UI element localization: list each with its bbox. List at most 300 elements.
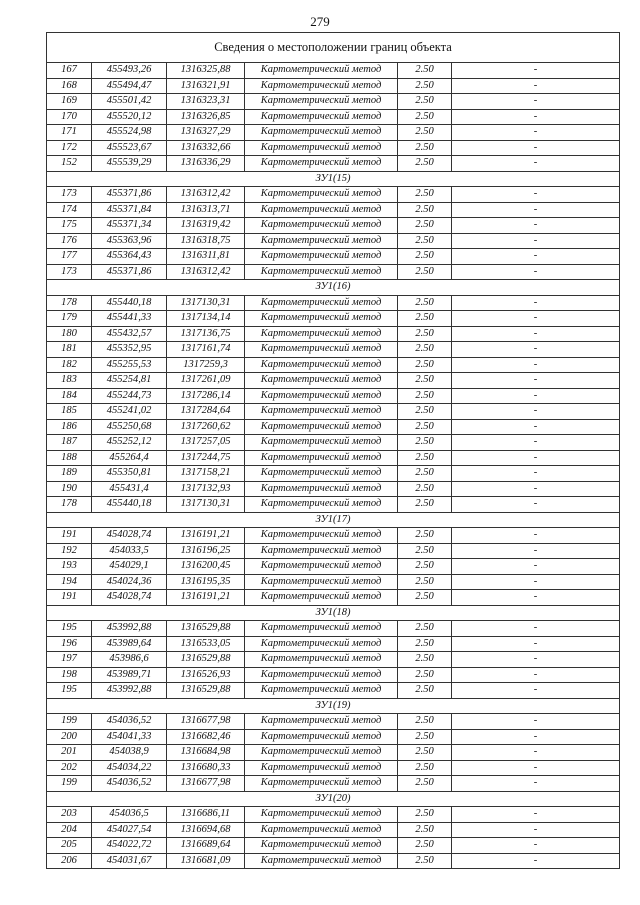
y-coordinate-cell: 1317134,14 — [167, 311, 245, 327]
description-cell: - — [452, 559, 620, 575]
y-coordinate-cell: 1316689,64 — [167, 838, 245, 854]
y-coordinate-cell: 1316336,29 — [167, 156, 245, 172]
x-coordinate-cell: 455493,26 — [92, 63, 167, 79]
precision-cell: 2.50 — [398, 481, 452, 497]
point-number-cell: 198 — [47, 667, 92, 683]
x-coordinate-cell: 455363,96 — [92, 233, 167, 249]
precision-cell: 2.50 — [398, 435, 452, 451]
x-coordinate-cell: 455352,95 — [92, 342, 167, 358]
y-coordinate-cell: 1316694,68 — [167, 822, 245, 838]
x-coordinate-cell: 455241,02 — [92, 404, 167, 420]
method-cell: Картометрический метод — [245, 667, 398, 683]
table-row — [47, 636, 620, 652]
table-row — [47, 481, 620, 497]
precision-cell: 2.50 — [398, 295, 452, 311]
section-row — [47, 512, 620, 528]
table-row — [47, 853, 620, 869]
precision-cell: 2.50 — [398, 78, 452, 94]
description-cell: - — [452, 233, 620, 249]
table-row — [47, 760, 620, 776]
description-cell: - — [452, 249, 620, 265]
precision-cell: 2.50 — [398, 543, 452, 559]
point-number-cell: 194 — [47, 574, 92, 590]
method-cell: Картометрический метод — [245, 497, 398, 513]
y-coordinate-cell: 1317259,3 — [167, 357, 245, 373]
x-coordinate-cell: 454036,52 — [92, 776, 167, 792]
precision-cell: 2.50 — [398, 683, 452, 699]
precision-cell: 2.50 — [398, 233, 452, 249]
precision-cell: 2.50 — [398, 590, 452, 606]
y-coordinate-cell: 1316325,88 — [167, 63, 245, 79]
x-coordinate-cell: 455440,18 — [92, 295, 167, 311]
point-number-cell: 152 — [47, 156, 92, 172]
y-coordinate-cell: 1316529,88 — [167, 683, 245, 699]
y-coordinate-cell: 1316680,33 — [167, 760, 245, 776]
x-coordinate-cell: 454028,74 — [92, 590, 167, 606]
y-coordinate-cell: 1316312,42 — [167, 264, 245, 280]
table-row — [47, 450, 620, 466]
table-row — [47, 109, 620, 125]
point-number-cell: 192 — [47, 543, 92, 559]
table-row — [47, 559, 620, 575]
precision-cell: 2.50 — [398, 714, 452, 730]
section-row — [47, 698, 620, 714]
y-coordinate-cell: 1317286,14 — [167, 388, 245, 404]
y-coordinate-cell: 1316195,35 — [167, 574, 245, 590]
description-cell: - — [452, 94, 620, 110]
point-number-cell: 168 — [47, 78, 92, 94]
method-cell: Картометрический метод — [245, 295, 398, 311]
x-coordinate-cell: 455520,12 — [92, 109, 167, 125]
boundary-coordinates-table — [46, 32, 620, 869]
x-coordinate-cell: 455264,4 — [92, 450, 167, 466]
table-row — [47, 714, 620, 730]
method-cell: Картометрический метод — [245, 218, 398, 234]
point-number-cell: 186 — [47, 419, 92, 435]
x-coordinate-cell: 455371,84 — [92, 202, 167, 218]
table-row — [47, 435, 620, 451]
y-coordinate-cell: 1316319,42 — [167, 218, 245, 234]
method-cell: Картометрический метод — [245, 466, 398, 482]
y-coordinate-cell: 1317284,64 — [167, 404, 245, 420]
point-number-cell: 169 — [47, 94, 92, 110]
point-number-cell: 196 — [47, 636, 92, 652]
point-number-cell: 172 — [47, 140, 92, 156]
x-coordinate-cell: 455364,43 — [92, 249, 167, 265]
point-number-cell: 176 — [47, 233, 92, 249]
description-cell: - — [452, 760, 620, 776]
point-number-cell: 197 — [47, 652, 92, 668]
description-cell: - — [452, 822, 620, 838]
point-number-cell: 178 — [47, 295, 92, 311]
method-cell: Картометрический метод — [245, 807, 398, 823]
x-coordinate-cell: 455250,68 — [92, 419, 167, 435]
point-number-cell: 174 — [47, 202, 92, 218]
x-coordinate-cell: 455440,18 — [92, 497, 167, 513]
table-row — [47, 466, 620, 482]
method-cell: Картометрический метод — [245, 109, 398, 125]
point-number-cell: 173 — [47, 264, 92, 280]
method-cell: Картометрический метод — [245, 404, 398, 420]
y-coordinate-cell: 1317244,75 — [167, 450, 245, 466]
method-cell: Картометрический метод — [245, 683, 398, 699]
description-cell: - — [452, 853, 620, 869]
method-cell: Картометрический метод — [245, 94, 398, 110]
description-cell: - — [452, 388, 620, 404]
table-row — [47, 373, 620, 389]
point-number-cell: 180 — [47, 326, 92, 342]
x-coordinate-cell: 455252,12 — [92, 435, 167, 451]
precision-cell: 2.50 — [398, 187, 452, 203]
method-cell: Картометрический метод — [245, 745, 398, 761]
precision-cell: 2.50 — [398, 853, 452, 869]
point-number-cell: 199 — [47, 776, 92, 792]
point-number-cell: 185 — [47, 404, 92, 420]
table-row — [47, 497, 620, 513]
x-coordinate-cell: 455501,42 — [92, 94, 167, 110]
description-cell: - — [452, 450, 620, 466]
precision-cell: 2.50 — [398, 574, 452, 590]
method-cell: Картометрический метод — [245, 388, 398, 404]
description-cell: - — [452, 574, 620, 590]
precision-cell: 2.50 — [398, 404, 452, 420]
y-coordinate-cell: 1317260,62 — [167, 419, 245, 435]
y-coordinate-cell: 1316332,66 — [167, 140, 245, 156]
description-cell: - — [452, 419, 620, 435]
method-cell: Картометрический метод — [245, 729, 398, 745]
table-row — [47, 202, 620, 218]
x-coordinate-cell: 453989,64 — [92, 636, 167, 652]
point-number-cell: 173 — [47, 187, 92, 203]
precision-cell: 2.50 — [398, 264, 452, 280]
precision-cell: 2.50 — [398, 760, 452, 776]
table-row — [47, 528, 620, 544]
description-cell: - — [452, 543, 620, 559]
point-number-cell: 203 — [47, 807, 92, 823]
precision-cell: 2.50 — [398, 822, 452, 838]
precision-cell: 2.50 — [398, 311, 452, 327]
description-cell: - — [452, 109, 620, 125]
description-cell: - — [452, 667, 620, 683]
table-title: Сведения о местоположении границ объекта — [47, 33, 620, 63]
description-cell: - — [452, 636, 620, 652]
point-number-cell: 181 — [47, 342, 92, 358]
precision-cell: 2.50 — [398, 326, 452, 342]
section-label: ЗУ1(16) — [47, 280, 620, 296]
x-coordinate-cell: 455371,86 — [92, 264, 167, 280]
description-cell: - — [452, 404, 620, 420]
y-coordinate-cell: 1316686,11 — [167, 807, 245, 823]
method-cell: Картометрический метод — [245, 714, 398, 730]
precision-cell: 2.50 — [398, 652, 452, 668]
table-row — [47, 807, 620, 823]
description-cell: - — [452, 807, 620, 823]
precision-cell: 2.50 — [398, 667, 452, 683]
table-row — [47, 311, 620, 327]
x-coordinate-cell: 454034,22 — [92, 760, 167, 776]
method-cell: Картометрический метод — [245, 621, 398, 637]
table-row — [47, 125, 620, 141]
y-coordinate-cell: 1316533,05 — [167, 636, 245, 652]
precision-cell: 2.50 — [398, 466, 452, 482]
method-cell: Картометрический метод — [245, 78, 398, 94]
x-coordinate-cell: 455539,29 — [92, 156, 167, 172]
description-cell: - — [452, 264, 620, 280]
method-cell: Картометрический метод — [245, 652, 398, 668]
method-cell: Картометрический метод — [245, 822, 398, 838]
point-number-cell: 199 — [47, 714, 92, 730]
x-coordinate-cell: 454036,52 — [92, 714, 167, 730]
description-cell: - — [452, 621, 620, 637]
y-coordinate-cell: 1317130,31 — [167, 295, 245, 311]
method-cell: Картометрический метод — [245, 636, 398, 652]
method-cell: Картометрический метод — [245, 543, 398, 559]
table-body — [47, 33, 620, 869]
y-coordinate-cell: 1316311,81 — [167, 249, 245, 265]
section-label: ЗУ1(17) — [47, 512, 620, 528]
method-cell: Картометрический метод — [245, 125, 398, 141]
point-number-cell: 200 — [47, 729, 92, 745]
description-cell: - — [452, 295, 620, 311]
precision-cell: 2.50 — [398, 497, 452, 513]
point-number-cell: 190 — [47, 481, 92, 497]
point-number-cell: 182 — [47, 357, 92, 373]
point-number-cell: 183 — [47, 373, 92, 389]
x-coordinate-cell: 455255,53 — [92, 357, 167, 373]
description-cell: - — [452, 838, 620, 854]
method-cell: Картометрический метод — [245, 233, 398, 249]
x-coordinate-cell: 455350,81 — [92, 466, 167, 482]
section-label: ЗУ1(18) — [47, 605, 620, 621]
point-number-cell: 201 — [47, 745, 92, 761]
precision-cell: 2.50 — [398, 838, 452, 854]
description-cell: - — [452, 714, 620, 730]
table-row — [47, 233, 620, 249]
table-row — [47, 78, 620, 94]
point-number-cell: 195 — [47, 621, 92, 637]
precision-cell: 2.50 — [398, 776, 452, 792]
table-row — [47, 63, 620, 79]
point-number-cell: 184 — [47, 388, 92, 404]
y-coordinate-cell: 1317257,05 — [167, 435, 245, 451]
x-coordinate-cell: 454024,36 — [92, 574, 167, 590]
point-number-cell: 167 — [47, 63, 92, 79]
precision-cell: 2.50 — [398, 807, 452, 823]
table-row — [47, 218, 620, 234]
table-row — [47, 652, 620, 668]
method-cell: Картометрический метод — [245, 63, 398, 79]
table-row — [47, 776, 620, 792]
description-cell: - — [452, 140, 620, 156]
y-coordinate-cell: 1316677,98 — [167, 776, 245, 792]
x-coordinate-cell: 453989,71 — [92, 667, 167, 683]
method-cell: Картометрический метод — [245, 590, 398, 606]
y-coordinate-cell: 1316327,29 — [167, 125, 245, 141]
point-number-cell: 175 — [47, 218, 92, 234]
method-cell: Картометрический метод — [245, 776, 398, 792]
y-coordinate-cell: 1317136,75 — [167, 326, 245, 342]
table-row — [47, 822, 620, 838]
precision-cell: 2.50 — [398, 450, 452, 466]
precision-cell: 2.50 — [398, 63, 452, 79]
point-number-cell: 179 — [47, 311, 92, 327]
method-cell: Картометрический метод — [245, 373, 398, 389]
method-cell: Картометрический метод — [245, 311, 398, 327]
x-coordinate-cell: 455432,57 — [92, 326, 167, 342]
table-row — [47, 140, 620, 156]
x-coordinate-cell: 454041,33 — [92, 729, 167, 745]
x-coordinate-cell: 454031,67 — [92, 853, 167, 869]
description-cell: - — [452, 187, 620, 203]
x-coordinate-cell: 454027,54 — [92, 822, 167, 838]
table-row — [47, 388, 620, 404]
description-cell: - — [452, 435, 620, 451]
y-coordinate-cell: 1316529,88 — [167, 621, 245, 637]
method-cell: Картометрический метод — [245, 528, 398, 544]
description-cell: - — [452, 745, 620, 761]
y-coordinate-cell: 1316677,98 — [167, 714, 245, 730]
y-coordinate-cell: 1316196,25 — [167, 543, 245, 559]
x-coordinate-cell: 455524,98 — [92, 125, 167, 141]
section-row — [47, 791, 620, 807]
section-label: ЗУ1(15) — [47, 171, 620, 187]
method-cell: Картометрический метод — [245, 435, 398, 451]
point-number-cell: 189 — [47, 466, 92, 482]
point-number-cell: 188 — [47, 450, 92, 466]
y-coordinate-cell: 1316684,98 — [167, 745, 245, 761]
x-coordinate-cell: 454038,9 — [92, 745, 167, 761]
y-coordinate-cell: 1316191,21 — [167, 590, 245, 606]
description-cell: - — [452, 202, 620, 218]
method-cell: Картометрический метод — [245, 140, 398, 156]
table-row — [47, 667, 620, 683]
method-cell: Картометрический метод — [245, 559, 398, 575]
table-row — [47, 404, 620, 420]
y-coordinate-cell: 1316323,31 — [167, 94, 245, 110]
precision-cell: 2.50 — [398, 202, 452, 218]
table-row — [47, 295, 620, 311]
method-cell: Картометрический метод — [245, 760, 398, 776]
y-coordinate-cell: 1316682,46 — [167, 729, 245, 745]
y-coordinate-cell: 1317158,21 — [167, 466, 245, 482]
precision-cell: 2.50 — [398, 373, 452, 389]
method-cell: Картометрический метод — [245, 187, 398, 203]
point-number-cell: 191 — [47, 590, 92, 606]
method-cell: Картометрический метод — [245, 249, 398, 265]
x-coordinate-cell: 455494,47 — [92, 78, 167, 94]
precision-cell: 2.50 — [398, 419, 452, 435]
table-row — [47, 357, 620, 373]
precision-cell: 2.50 — [398, 125, 452, 141]
x-coordinate-cell: 455371,86 — [92, 187, 167, 203]
x-coordinate-cell: 454036,5 — [92, 807, 167, 823]
precision-cell: 2.50 — [398, 388, 452, 404]
x-coordinate-cell: 453992,88 — [92, 683, 167, 699]
x-coordinate-cell: 455254,81 — [92, 373, 167, 389]
description-cell: - — [452, 125, 620, 141]
table-row — [47, 94, 620, 110]
precision-cell: 2.50 — [398, 249, 452, 265]
section-row — [47, 280, 620, 296]
description-cell: - — [452, 729, 620, 745]
table-row — [47, 683, 620, 699]
description-cell: - — [452, 373, 620, 389]
x-coordinate-cell: 454033,5 — [92, 543, 167, 559]
section-row — [47, 605, 620, 621]
y-coordinate-cell: 1316313,71 — [167, 202, 245, 218]
description-cell: - — [452, 776, 620, 792]
y-coordinate-cell: 1317130,31 — [167, 497, 245, 513]
precision-cell: 2.50 — [398, 94, 452, 110]
method-cell: Картометрический метод — [245, 450, 398, 466]
precision-cell: 2.50 — [398, 745, 452, 761]
method-cell: Картометрический метод — [245, 202, 398, 218]
table-row — [47, 419, 620, 435]
precision-cell: 2.50 — [398, 729, 452, 745]
precision-cell: 2.50 — [398, 357, 452, 373]
precision-cell: 2.50 — [398, 559, 452, 575]
precision-cell: 2.50 — [398, 109, 452, 125]
point-number-cell: 195 — [47, 683, 92, 699]
description-cell: - — [452, 218, 620, 234]
table-row — [47, 264, 620, 280]
description-cell: - — [452, 590, 620, 606]
point-number-cell: 205 — [47, 838, 92, 854]
x-coordinate-cell: 453986,6 — [92, 652, 167, 668]
point-number-cell: 191 — [47, 528, 92, 544]
section-label: ЗУ1(19) — [47, 698, 620, 714]
table-row — [47, 342, 620, 358]
precision-cell: 2.50 — [398, 140, 452, 156]
y-coordinate-cell: 1316312,42 — [167, 187, 245, 203]
description-cell: - — [452, 481, 620, 497]
point-number-cell: 202 — [47, 760, 92, 776]
method-cell: Картометрический метод — [245, 342, 398, 358]
table-row — [47, 745, 620, 761]
description-cell: - — [452, 63, 620, 79]
y-coordinate-cell: 1316326,85 — [167, 109, 245, 125]
y-coordinate-cell: 1317261,09 — [167, 373, 245, 389]
description-cell: - — [452, 683, 620, 699]
section-label: ЗУ1(20) — [47, 791, 620, 807]
method-cell: Картометрический метод — [245, 838, 398, 854]
table-row — [47, 543, 620, 559]
x-coordinate-cell: 453992,88 — [92, 621, 167, 637]
x-coordinate-cell: 455523,67 — [92, 140, 167, 156]
table-row — [47, 838, 620, 854]
point-number-cell: 193 — [47, 559, 92, 575]
description-cell: - — [452, 326, 620, 342]
precision-cell: 2.50 — [398, 342, 452, 358]
x-coordinate-cell: 455441,33 — [92, 311, 167, 327]
precision-cell: 2.50 — [398, 218, 452, 234]
method-cell: Картометрический метод — [245, 264, 398, 280]
point-number-cell: 171 — [47, 125, 92, 141]
description-cell: - — [452, 156, 620, 172]
description-cell: - — [452, 78, 620, 94]
table-row — [47, 574, 620, 590]
table-row — [47, 156, 620, 172]
x-coordinate-cell: 454028,74 — [92, 528, 167, 544]
description-cell: - — [452, 342, 620, 358]
y-coordinate-cell: 1317132,93 — [167, 481, 245, 497]
precision-cell: 2.50 — [398, 156, 452, 172]
y-coordinate-cell: 1316321,91 — [167, 78, 245, 94]
table-row — [47, 621, 620, 637]
x-coordinate-cell: 454029,1 — [92, 559, 167, 575]
description-cell: - — [452, 528, 620, 544]
method-cell: Картометрический метод — [245, 481, 398, 497]
